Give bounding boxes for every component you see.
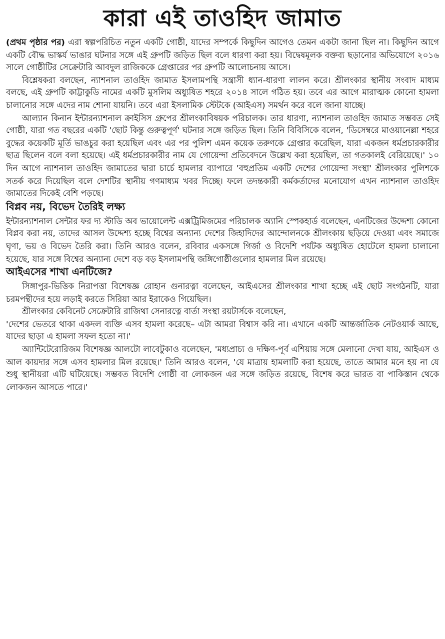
paragraph-6: শ্রীলংকার কেবিনেট সেক্রেটারি রাজিথা সেনারত্নে বার্তা সংস্থা রয়টার্সকে বলেছেন, <box>22 306 287 317</box>
article-title: কারা এই তাওহিদ জামাত <box>103 6 342 32</box>
subheading-revolution: বিপ্লব নয়, বিভেদ তৈরিই লক্ষ্য <box>6 201 126 213</box>
paragraph-3: আল্যান কিনান ইন্টারন্যাশনাল ক্রাইসিস গ্রুপের শ্রীলংকাবিষয়ক পরিচালক। তার ধারণা, ন্যাশনাল তাওহিদ জামাত সম্ভবত সেই গোষ্ঠী, যারা গত বছরের একটি 'ছোট কিন্তু গুরুত্বপূর্ণ' ঘটনার সঙ্গে জড়িত ছিল। তিনি বিবিসিকে বলেন, 'ডিসেম্বরে মাওয়ানেল্লা শহরে বুদ্ধের কয়েকটি মূর্তি ভাঙচুর করা হয়েছিল এবং এর পর পুলিশ এমন কয়েক তরুণকে গ্রেপ্তার করেছিল, যারা একজন ধর্মপ্রচারকারীর ছাত্র ছিলেন বলে বলা হয়েছে। এই ধর্মপ্রচারকারীর নাম যে গোয়েন্দা প্রতিবেদনে উল্লেখ করা হয়েছিল, তা গতকালই বেরিয়েছে।' ১০ দিন আগে ন্যাশনাল তাওহিদ জামাতের দ্বারা চার্চে হামলার ব্যাপারে 'বহুপ্রতিম একটি দেশের গোয়েন্দা সংস্থা' শ্রীলংকার পুলিশকে সতর্ক করে দিয়েছিল বলে দেশটির স্থানীয় গণমাধ্যম খবর দিচ্ছে। ফলে তদন্তকারী কর্মকর্তাদের মনোযোগ এখন ন্যাশনাল তাওহিদ জামাতের দিকেই বেশি পড়ছে। <box>6 112 439 199</box>
paragraph-1 <box>6 36 439 74</box>
subheading-is-branch: আইএসের শাখা এনটিজে? <box>6 267 113 279</box>
paragraph-7: অ্যান্টিটেরোরিজম বিশেষজ্ঞ আলটো লাবেটুকাও বলেছেন, 'মধ্যপ্রাচ্য ও দক্ষিণ-পূর্ব এশিয়ায় সঙ্গে মেলানো দেখা যায়, আইএস ও আল কায়দার সঙ্গে এসব হামলার মিল রয়েছে।' তিনি আরও বলেন, 'যে মাত্রায় হামলাটি করা হয়েছে, তাতে আমার মনে হয় না যে শুধু স্থানীয়রা এটি ঘটিয়েছে। সম্ভবত বিদেশি গোষ্ঠী বা লোকজন এর সঙ্গে জড়িত রয়েছে, বিশেষ করে ভারত বা পাকিস্তান থেকে লোকজন আসতে পারে।' <box>6 344 439 392</box>
paragraph-4: ইন্টারন্যাশনাল সেন্টার ফর দ্য স্টাডি অব ভায়োলেন্ট এক্সট্রিমিজমের পরিচালক অ্যানি স্পেকহার্ড বলেছেন, এনটিজের উদ্দেশ্য কোনো বিপ্লব করা নয়, তাদের আসল উদ্দেশ্য হচ্ছে বিশ্বের অন্যান্য দেশের জিহাদিদের আন্দোলনকে শ্রীলংকায় ছড়িয়ে দেওয়া এবং সমাজে ঘৃণা, ভয় ও বিভেদ তৈরি করা। তিনি আরও বলেন, রবিবার একসঙ্গে গির্জা ও বিদেশি পর্যটক অধ্যুষিত হোটেলে হামলা চালানো হয়েছে, যার সঙ্গে বিশ্বের অন্যান্য দেশে বড় বড় ইসলামপন্থি জঙ্গিগোষ্ঠীগুলোর হামলার মিল রয়েছে। <box>6 215 439 264</box>
paragraph-5: সিঙ্গাপুর-ভিত্তিক নিরাপত্তা বিশেষজ্ঞ রোহান গুনারত্না বলেছেন, আইএসের শ্রীলংকার শাখা হচ্ছে এই ছোট সংগঠনটি, যারা চরমপন্থীদের হয়ে লড়াই করতে সিরিয়া আর ইরাকেও গিয়েছিল। <box>6 281 439 304</box>
continuation-label: (প্রথম পৃষ্ঠার পর) <box>6 37 65 47</box>
paragraph-2: বিশ্লেষকরা বলছেন, ন্যাশনাল তাওহিদ জামাত ইসলামপন্থি সন্ত্রাসী ধ্যান-ধারণা লালন করে। শ্রীলংকার স্থানীয় সংবাদ মাধ্যম বলছে, এই গ্রুপটি কাট্টাকুডি নামের একটি মুসলিম অধ্যুষিত শহরে ২০১৪ সালে গঠিত হয়। তবে এর আগে মারাত্মক কোনো হামলা চালানোর সঙ্গে এদের নাম শোনা যায়নি। তবে এরা ইসলামিক স্টেটকে (আইএস) সমর্থন করে বলে জানা যাচ্ছে। <box>6 74 439 110</box>
quote-1: 'দেশের ভেতরে থাকা একদল ব্যক্তি এসব হামলা করেছে– এটা আমরা বিশ্বাস করি না। এখানে একটি আন্তর্জাতিক নেটওয়ার্ক আছে, যাদের ছাড়া এ হামলা সফল হতো না।' <box>6 318 439 342</box>
paragraph-1-text: এরা স্বল্পপরিচিত নতুন একটি গোষ্ঠী, যাদের সম্পর্কে কিছুদিন আগেও তেমন একটা জানা ছিল না। কিছুদিন আগে একটি বৌদ্ধ ভাস্কর্য ভাঙার ঘটনার সঙ্গে এই গ্রুপটি জড়িত ছিল বলে ধারণা করা হয়। বিদ্বেষমূলক বক্তব্য ছড়ানোর অভিযোগে ২০১৬ সালে গোষ্ঠীটির সেক্রেটারি আবদুল রাজিককে গ্রেপ্তারের পর গ্রুপটি আলোচনায় আসে। <box>6 37 439 73</box>
